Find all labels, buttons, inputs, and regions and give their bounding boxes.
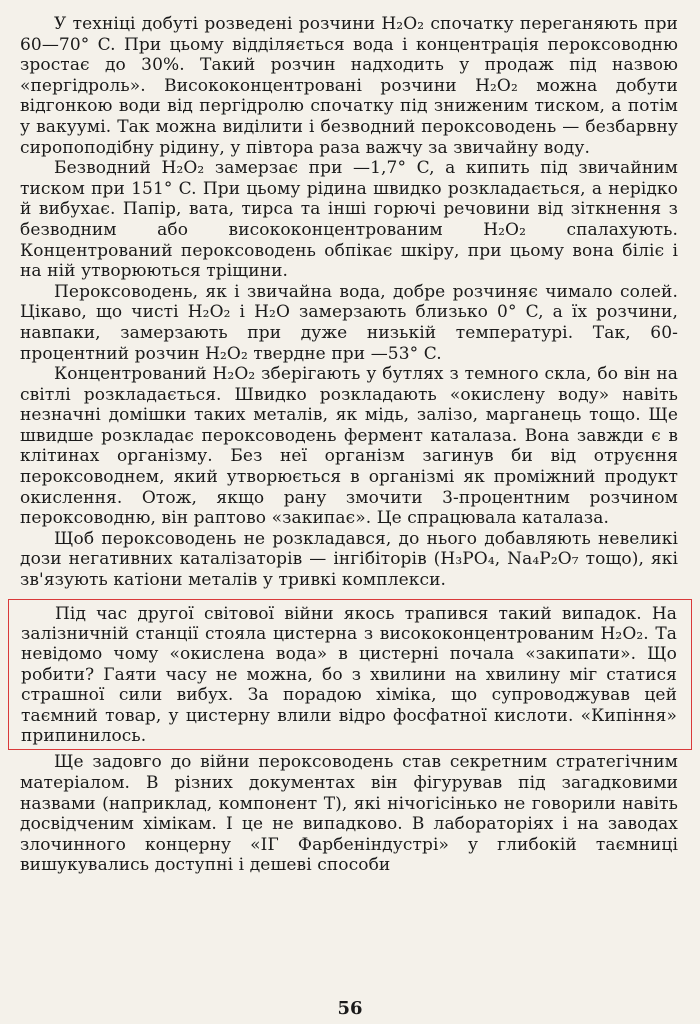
paragraph-strategic-material: Ще задовго до війни пероксоводень став секретним стратегічним матеріалом. В різних документах він фігурував під загадковими назвами (наприклад, компонент T), які нічогісінько не говорили навіть досвідченим хімікам. І це не випадково. В лабораторіях і на заводах злочинного концерну «ІГ Фарбеніндустрі» у глибокій таємниці вишукувались доступні і дешеві способи xyxy=(20,752,678,876)
paragraph-war-story: Під час другої світової війни якось трапився такий випадок. На залізничній станції стояла цистерна з висококонцентрованим H₂O₂. Та невідомо чому «окислена вода» в цистерні почала «закипати». Що робити? Гаяти часу не можна, бо з хвилини на хвилину міг статися страшної сили вибух. За порадою хіміка, що супроводжував цей таємний товар, у цистерну влили відро фосфатної кислоти. «Кипіння» припинилось. xyxy=(21,603,677,747)
paragraph-anhydrous-properties: Безводний H₂O₂ замерзає при —1,7° C, а кипить під звичайним тиском при 151° C. При цьому рідина швидко розкладається, а нерідко й вибухає. Папір, вата, тирса та інші горючі речовини від зіткнення з безводним або висококонцентрованим H₂O₂ спалахують. Концентрований пероксоводень обпікає шкіру, при цьому вона біліє і на ній утворюються тріщини. xyxy=(20,158,678,282)
highlighted-story-box xyxy=(8,599,692,751)
paragraph-inhibitors: Щоб пероксоводень не розкладався, до нього добавляють невеликі дози негативних каталізаторів — інгібіторів (H₃PO₄, Na₄P₂O₇ тощо), які зв'язують катіони металів у тривкі комплекси. xyxy=(20,528,678,591)
paragraph-solubility: Пероксоводень, як і звичайна вода, добре розчиняє чимало солей. Цікаво, що чисті H₂O₂ і H₂O замерзають близько 0° C, а їх розчини, навпаки, замерзають при дуже низькій температурі. Так, 60-процентний розчин H₂O₂ твердне при —53° C. xyxy=(20,281,678,364)
paragraph-distillation: У техніці добуті розведені розчини H₂O₂ спочатку переганяють при 60—70° C. При цьому відділяється вода і концентрація пероксоводню зростає до 30%. Такий розчин надходить у продаж під назвою «пергідроль». Висококонцентровані розчини H₂O₂ можна добути відгонкою води від пергідролю спочатку під зниженим тиском, а потім у вакуумі. Так можна виділити і безводний пероксоводень — безбарвну сиропоподібну рідину, у півтора раза важчу за звичайну воду. xyxy=(20,14,678,158)
page-number: 56 xyxy=(337,998,363,1019)
paragraph-storage-catalase: Концентрований H₂O₂ зберігають у бутлях з темного скла, бо він на світлі розкладається. Швидко розкладають «окислену воду» навіть незначні домішки таких металів, як мідь, залізо, марганець тощо. Ще швидше розкладає пероксоводень фермент каталаза. Вона завжди є в клітинах організму. Без неї організм загинув би від отруєння пероксоводнем, який утворюється в організмі як проміжний продукт окислення. Отож, якщо рану змочити 3-процентним розчином пероксоводню, він раптово «закипає». Це спрацювала каталаза. xyxy=(20,364,678,529)
